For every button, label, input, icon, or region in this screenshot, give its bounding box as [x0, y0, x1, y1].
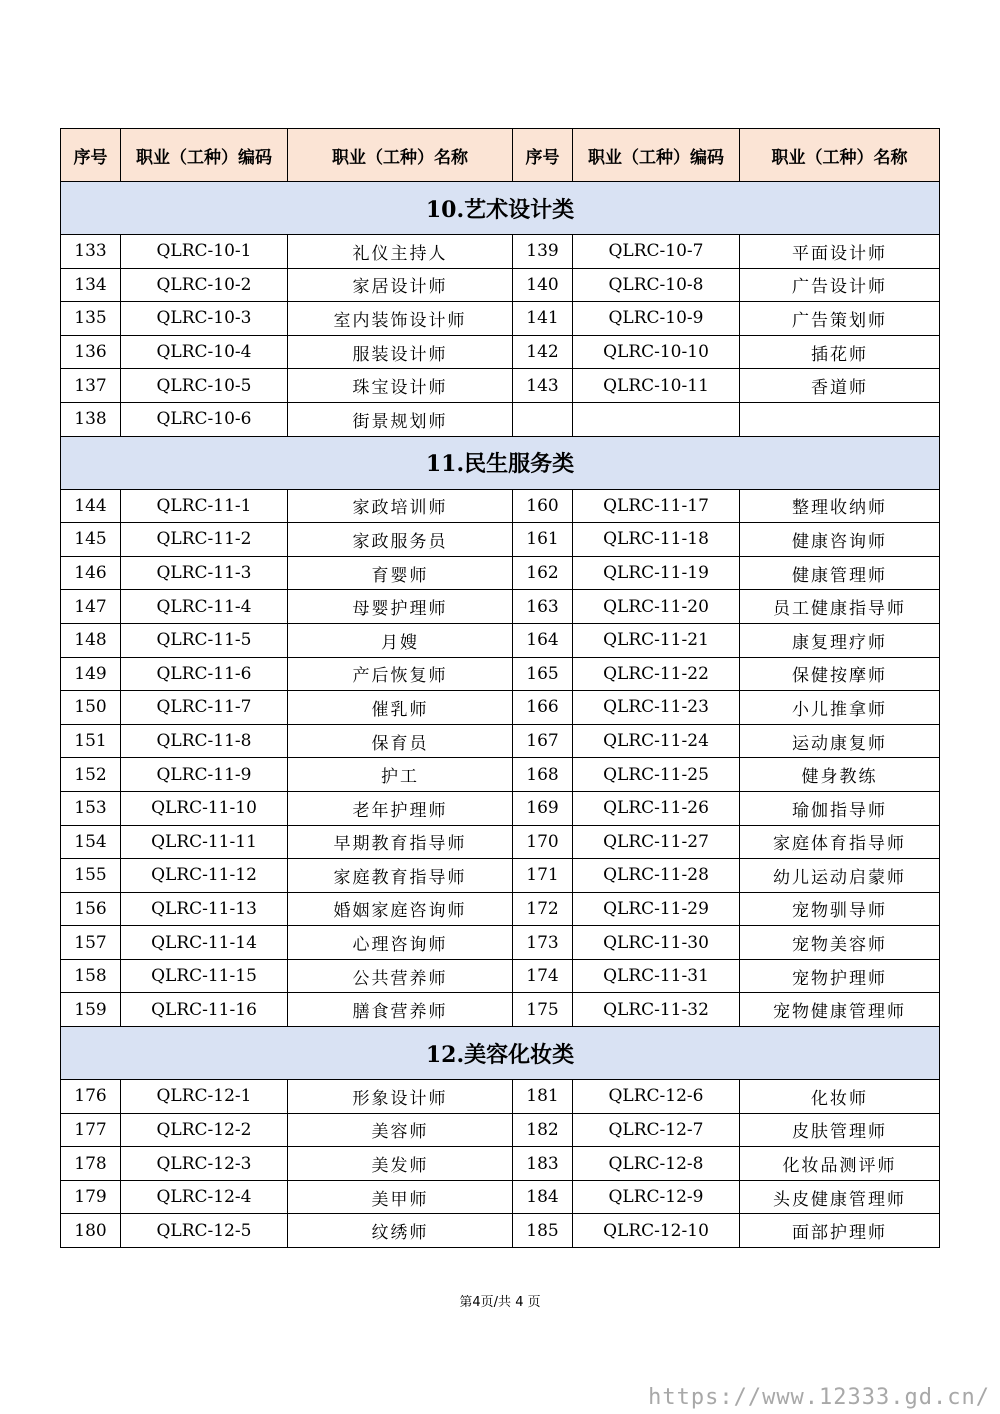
index-cell: 148	[61, 623, 121, 657]
name-cell: 健身教练	[740, 758, 940, 792]
code-cell: QLRC-11-17	[573, 489, 740, 523]
code-cell: QLRC-11-31	[573, 959, 740, 993]
code-cell: QLRC-11-20	[573, 590, 740, 624]
name-cell: 头皮健康管理师	[740, 1180, 940, 1214]
code-cell: QLRC-10-6	[121, 402, 288, 436]
name-cell: 老年护理师	[288, 791, 513, 825]
section-header-row	[61, 182, 940, 235]
index-cell: 145	[61, 523, 121, 557]
index-cell: 163	[513, 590, 573, 624]
index-cell: 164	[513, 623, 573, 657]
name-cell: 香道师	[740, 369, 940, 403]
table-row	[61, 268, 940, 302]
code-cell: QLRC-11-8	[121, 724, 288, 758]
code-cell: QLRC-11-27	[573, 825, 740, 859]
table-row	[61, 859, 940, 893]
code-cell: QLRC-11-15	[121, 959, 288, 993]
index-cell: 139	[513, 235, 573, 269]
section-title: 11.民生服务类	[61, 436, 940, 489]
name-cell: 健康管理师	[740, 556, 940, 590]
name-cell: 形象设计师	[288, 1080, 513, 1114]
name-cell: 家庭体育指导师	[740, 825, 940, 859]
index-cell: 154	[61, 825, 121, 859]
name-cell: 纹绣师	[288, 1214, 513, 1248]
index-cell: 140	[513, 268, 573, 302]
table-row	[61, 892, 940, 926]
table-row	[61, 335, 940, 369]
code-cell: QLRC-11-13	[121, 892, 288, 926]
name-cell: 育婴师	[288, 556, 513, 590]
table-row	[61, 959, 940, 993]
index-cell: 171	[513, 859, 573, 893]
header-code: 职业（工种）编码	[573, 129, 740, 182]
name-cell: 化妆品测评师	[740, 1147, 940, 1181]
index-cell: 138	[61, 402, 121, 436]
table-row	[61, 993, 940, 1027]
name-cell: 宠物美容师	[740, 926, 940, 960]
code-cell: QLRC-11-25	[573, 758, 740, 792]
code-cell: QLRC-11-32	[573, 993, 740, 1027]
index-cell: 182	[513, 1113, 573, 1147]
code-cell: QLRC-10-11	[573, 369, 740, 403]
index-cell: 174	[513, 959, 573, 993]
name-cell: 康复理疗师	[740, 623, 940, 657]
index-cell: 178	[61, 1147, 121, 1181]
index-cell	[513, 402, 573, 436]
index-cell: 143	[513, 369, 573, 403]
table-row	[61, 302, 940, 336]
name-cell: 服装设计师	[288, 335, 513, 369]
name-cell: 月嫂	[288, 623, 513, 657]
name-cell: 美容师	[288, 1113, 513, 1147]
name-cell: 皮肤管理师	[740, 1113, 940, 1147]
table-row	[61, 235, 940, 269]
index-cell: 156	[61, 892, 121, 926]
index-cell: 136	[61, 335, 121, 369]
header-code: 职业（工种）编码	[121, 129, 288, 182]
index-cell: 137	[61, 369, 121, 403]
name-cell: 保健按摩师	[740, 657, 940, 691]
name-cell: 广告策划师	[740, 302, 940, 336]
name-cell: 家政服务员	[288, 523, 513, 557]
name-cell: 宠物护理师	[740, 959, 940, 993]
table-row	[61, 1180, 940, 1214]
table-row	[61, 691, 940, 725]
index-cell: 183	[513, 1147, 573, 1181]
code-cell: QLRC-11-4	[121, 590, 288, 624]
name-cell: 室内装饰设计师	[288, 302, 513, 336]
name-cell: 家政培训师	[288, 489, 513, 523]
name-cell: 运动康复师	[740, 724, 940, 758]
name-cell: 平面设计师	[740, 235, 940, 269]
occupation-table	[60, 128, 940, 1248]
code-cell: QLRC-11-10	[121, 791, 288, 825]
index-cell: 169	[513, 791, 573, 825]
name-cell: 心理咨询师	[288, 926, 513, 960]
index-cell: 160	[513, 489, 573, 523]
name-cell: 礼仪主持人	[288, 235, 513, 269]
code-cell: QLRC-11-11	[121, 825, 288, 859]
index-cell: 133	[61, 235, 121, 269]
name-cell: 瑜伽指导师	[740, 791, 940, 825]
index-cell: 141	[513, 302, 573, 336]
name-cell	[740, 402, 940, 436]
table-header-row	[61, 129, 940, 182]
name-cell: 员工健康指导师	[740, 590, 940, 624]
index-cell: 151	[61, 724, 121, 758]
section-header-row	[61, 436, 940, 489]
page-number: 第4页/共 4 页	[459, 1295, 541, 1310]
code-cell: QLRC-11-18	[573, 523, 740, 557]
code-cell: QLRC-12-3	[121, 1147, 288, 1181]
name-cell: 公共营养师	[288, 959, 513, 993]
index-cell: 135	[61, 302, 121, 336]
name-cell: 宠物驯导师	[740, 892, 940, 926]
index-cell: 170	[513, 825, 573, 859]
table-row	[61, 791, 940, 825]
index-cell: 149	[61, 657, 121, 691]
table-row	[61, 825, 940, 859]
code-cell: QLRC-11-29	[573, 892, 740, 926]
table-row	[61, 489, 940, 523]
code-cell: QLRC-10-9	[573, 302, 740, 336]
code-cell: QLRC-10-10	[573, 335, 740, 369]
code-cell: QLRC-12-9	[573, 1180, 740, 1214]
table-row	[61, 556, 940, 590]
index-cell: 147	[61, 590, 121, 624]
code-cell: QLRC-11-28	[573, 859, 740, 893]
code-cell: QLRC-11-26	[573, 791, 740, 825]
code-cell	[573, 402, 740, 436]
index-cell: 146	[61, 556, 121, 590]
code-cell: QLRC-12-4	[121, 1180, 288, 1214]
code-cell: QLRC-12-6	[573, 1080, 740, 1114]
name-cell: 街景规划师	[288, 402, 513, 436]
name-cell: 化妆师	[740, 1080, 940, 1114]
table-row	[61, 1214, 940, 1248]
code-cell: QLRC-11-3	[121, 556, 288, 590]
index-cell: 181	[513, 1080, 573, 1114]
index-cell: 134	[61, 268, 121, 302]
code-cell: QLRC-10-4	[121, 335, 288, 369]
code-cell: QLRC-11-1	[121, 489, 288, 523]
name-cell: 催乳师	[288, 691, 513, 725]
index-cell: 172	[513, 892, 573, 926]
code-cell: QLRC-12-8	[573, 1147, 740, 1181]
index-cell: 180	[61, 1214, 121, 1248]
code-cell: QLRC-11-14	[121, 926, 288, 960]
table-row	[61, 523, 940, 557]
name-cell: 宠物健康管理师	[740, 993, 940, 1027]
code-cell: QLRC-11-2	[121, 523, 288, 557]
code-cell: QLRC-12-5	[121, 1214, 288, 1248]
header-index: 序号	[513, 129, 573, 182]
name-cell: 插花师	[740, 335, 940, 369]
code-cell: QLRC-10-1	[121, 235, 288, 269]
index-cell: 157	[61, 926, 121, 960]
name-cell: 保育员	[288, 724, 513, 758]
name-cell: 美甲师	[288, 1180, 513, 1214]
index-cell: 153	[61, 791, 121, 825]
code-cell: QLRC-12-1	[121, 1080, 288, 1114]
table-body	[61, 182, 940, 1248]
section-title: 12.美容化妆类	[61, 1027, 940, 1080]
index-cell: 173	[513, 926, 573, 960]
name-cell: 产后恢复师	[288, 657, 513, 691]
section-title: 10.艺术设计类	[61, 182, 940, 235]
watermark: https://www.12333.gd.cn/	[648, 1385, 990, 1410]
name-cell: 健康咨询师	[740, 523, 940, 557]
code-cell: QLRC-11-24	[573, 724, 740, 758]
code-cell: QLRC-10-7	[573, 235, 740, 269]
header-index: 序号	[61, 129, 121, 182]
code-cell: QLRC-11-9	[121, 758, 288, 792]
index-cell: 185	[513, 1214, 573, 1248]
table-row	[61, 369, 940, 403]
table-row	[61, 1080, 940, 1114]
name-cell: 广告设计师	[740, 268, 940, 302]
name-cell: 小儿推拿师	[740, 691, 940, 725]
name-cell: 早期教育指导师	[288, 825, 513, 859]
code-cell: QLRC-12-2	[121, 1113, 288, 1147]
index-cell: 165	[513, 657, 573, 691]
name-cell: 整理收纳师	[740, 489, 940, 523]
name-cell: 美发师	[288, 1147, 513, 1181]
code-cell: QLRC-11-12	[121, 859, 288, 893]
index-cell: 167	[513, 724, 573, 758]
code-cell: QLRC-11-23	[573, 691, 740, 725]
table-row	[61, 1147, 940, 1181]
index-cell: 158	[61, 959, 121, 993]
code-cell: QLRC-11-30	[573, 926, 740, 960]
index-cell: 166	[513, 691, 573, 725]
table-row	[61, 657, 940, 691]
code-cell: QLRC-11-16	[121, 993, 288, 1027]
code-cell: QLRC-11-22	[573, 657, 740, 691]
index-cell: 152	[61, 758, 121, 792]
index-cell: 159	[61, 993, 121, 1027]
header-name: 职业（工种）名称	[288, 129, 513, 182]
index-cell: 150	[61, 691, 121, 725]
index-cell: 144	[61, 489, 121, 523]
name-cell: 面部护理师	[740, 1214, 940, 1248]
index-cell: 168	[513, 758, 573, 792]
name-cell: 珠宝设计师	[288, 369, 513, 403]
code-cell: QLRC-12-7	[573, 1113, 740, 1147]
section-header-row	[61, 1027, 940, 1080]
table-row	[61, 590, 940, 624]
index-cell: 162	[513, 556, 573, 590]
index-cell: 176	[61, 1080, 121, 1114]
index-cell: 142	[513, 335, 573, 369]
code-cell: QLRC-11-6	[121, 657, 288, 691]
code-cell: QLRC-10-5	[121, 369, 288, 403]
name-cell: 母婴护理师	[288, 590, 513, 624]
name-cell: 膳食营养师	[288, 993, 513, 1027]
table-row	[61, 1113, 940, 1147]
table-row	[61, 623, 940, 657]
name-cell: 婚姻家庭咨询师	[288, 892, 513, 926]
index-cell: 184	[513, 1180, 573, 1214]
code-cell: QLRC-10-8	[573, 268, 740, 302]
code-cell: QLRC-10-2	[121, 268, 288, 302]
code-cell: QLRC-11-5	[121, 623, 288, 657]
table-row	[61, 402, 940, 436]
table-row	[61, 724, 940, 758]
index-cell: 175	[513, 993, 573, 1027]
name-cell: 家庭教育指导师	[288, 859, 513, 893]
index-cell: 155	[61, 859, 121, 893]
name-cell: 幼儿运动启蒙师	[740, 859, 940, 893]
name-cell: 家居设计师	[288, 268, 513, 302]
code-cell: QLRC-11-19	[573, 556, 740, 590]
code-cell: QLRC-11-21	[573, 623, 740, 657]
index-cell: 179	[61, 1180, 121, 1214]
name-cell: 护工	[288, 758, 513, 792]
table-row	[61, 758, 940, 792]
index-cell: 161	[513, 523, 573, 557]
index-cell: 177	[61, 1113, 121, 1147]
code-cell: QLRC-12-10	[573, 1214, 740, 1248]
code-cell: QLRC-10-3	[121, 302, 288, 336]
code-cell: QLRC-11-7	[121, 691, 288, 725]
table-row	[61, 926, 940, 960]
header-name: 职业（工种）名称	[740, 129, 940, 182]
